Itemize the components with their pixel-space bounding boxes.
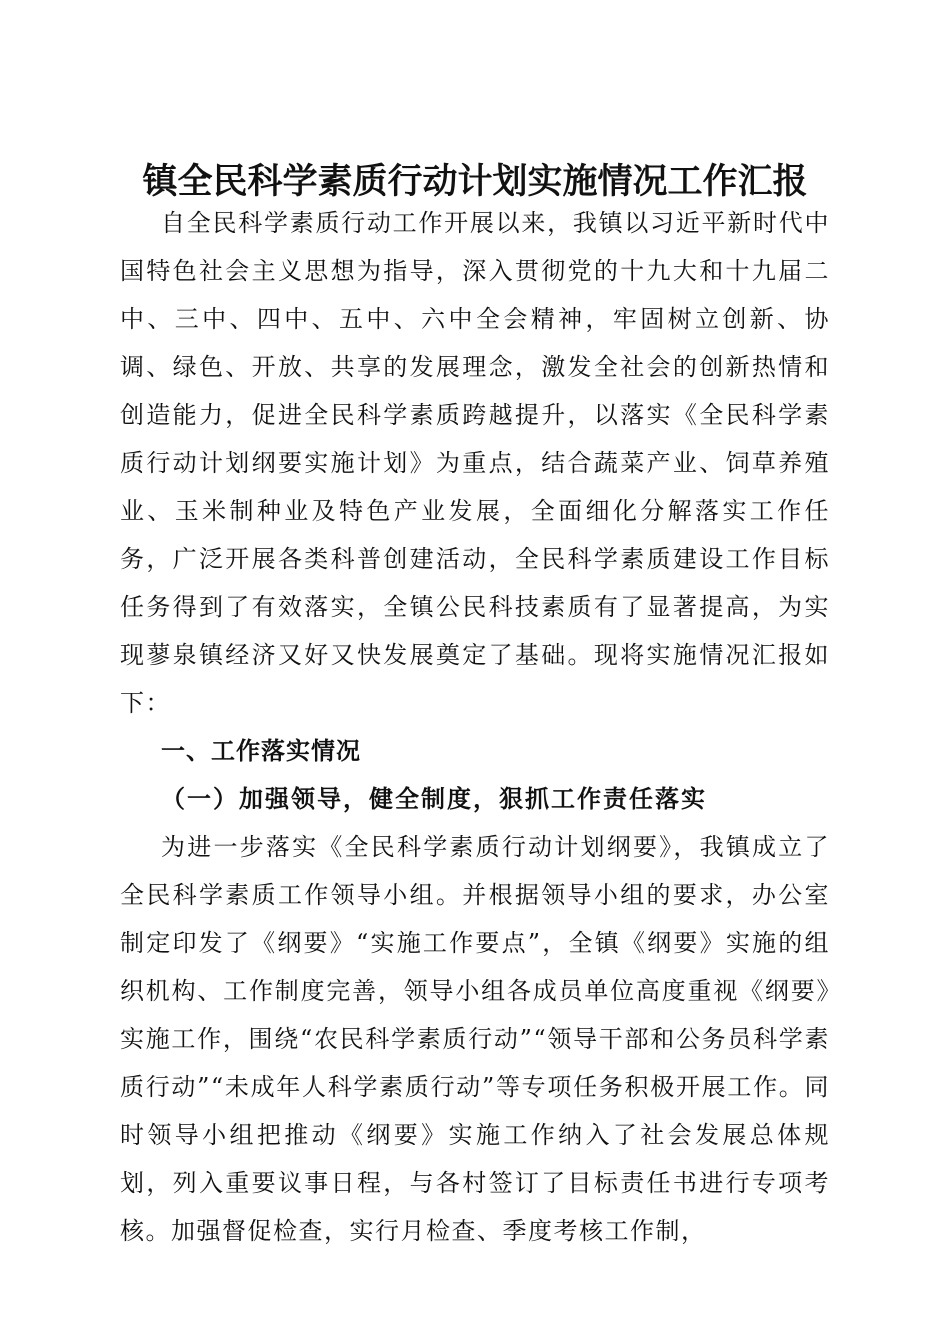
document-body <box>120 199 830 1255</box>
section-heading: 一、工作落实情况 <box>161 737 361 765</box>
intro-paragraph: 自全民科学素质行动工作开展以来，我镇以习近平新时代中国特色社会主义思想为指导，深入贯彻党的十九大和十九届二中、三中、四中、五中、六中全会精神，牢固树立创新、协调、绿色、开放、共享的发展理念，激发全社会的创新热情和创造能力，促进全民科学素质跨越提升，以落实《全民科学素质行动计划纲要实施计划》为重点，结合蔬菜产业、饲草养殖业、玉米制种业及特色产业发展，全面细化分解落实工作任务，广泛开展各类科普创建活动，全民科学素质建设工作目标任务得到了有效落实，全镇公民科技素质有了显著提高，为实现蓼泉镇经济又好又快发展奠定了基础。现将实施情况汇报如下： <box>120 209 830 717</box>
section-paragraph: 为进一步落实《全民科学素质行动计划纲要》，我镇成立了全民科学素质工作领导小组。并根据领导小组的要求，办公室制定印发了《纲要》“实施工作要点”，全镇《纲要》实施的组织机构、工作制度完善，领导小组各成员单位高度重视《纲要》实施工作，围绕“农民科学素质行动”“领导干部和公务员科学素质行动”“未成年人科学素质行动”等专项任务积极开展工作。同时领导小组把推动《纲要》实施工作纳入了社会发展总体规划，列入重要议事日程，与各村签订了目标责任书进行专项考核。加强督促检查，实行月检查、季度考核工作制， <box>120 833 830 1245</box>
document-title: 镇全民科学素质行动计划实施情况工作汇报 <box>142 161 808 203</box>
subsection-heading: （一）加强领导，健全制度，狠抓工作责任落实 <box>161 784 707 813</box>
